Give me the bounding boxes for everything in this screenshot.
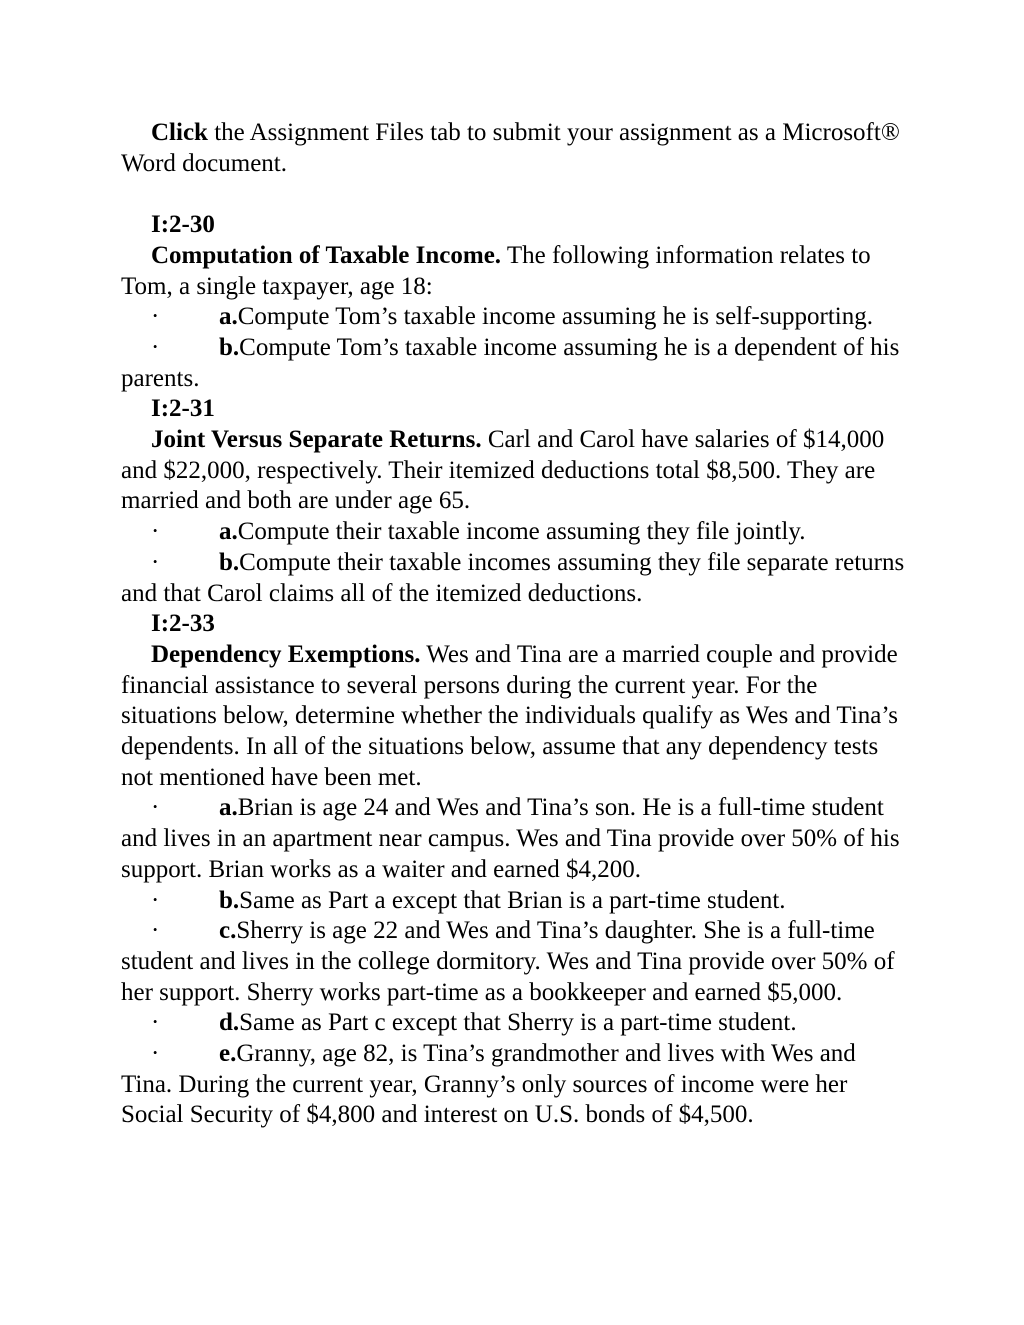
problem-text: Carl and Carol have salaries of $14,000 and $22,000, respectively. Their itemized deductions total $8,500. They are married and both are under age 65. — [121, 426, 885, 515]
item-text: Sherry is age 22 and Wes and Tina’s daughter. She is a full-time student and lives in the college dormitory. Wes and Tina provide over 50% of her support. Sherry works part-time as a bookkeeper and earned $5,000. — [121, 917, 895, 1006]
intro-text: the Assignment Files tab to submit your assignment as a Microsoft® Word document. — [121, 119, 900, 177]
list-item — [121, 793, 911, 885]
item-text: Compute their taxable income assuming they file jointly. — [237, 518, 806, 546]
item-letter: b. — [219, 886, 240, 914]
bullet-icon: · — [151, 886, 160, 914]
list-item — [121, 1008, 911, 1039]
bullet-icon: · — [151, 917, 160, 945]
item-letter: b. — [219, 548, 240, 576]
item-text: Granny, age 82, is Tina’s grandmother and lives with Wes and Tina. During the current year, Granny’s only sources of income were her Social Security of $4,800 and interest on U.S. bonds of $4,500. — [121, 1040, 856, 1129]
problem-text: The following information relates to Tom, a single taxpayer, age 18: — [121, 241, 871, 300]
item-text: Compute Tom’s taxable income assuming he is self-supporting. — [237, 303, 873, 331]
item-text: Compute their taxable incomes assuming they file separate returns and that Carol claims all of the itemized deductions. — [121, 548, 905, 607]
problem-statement — [121, 640, 911, 794]
document-page — [121, 118, 911, 1131]
list-item — [121, 333, 911, 394]
problem-number-text: I:2-30 — [151, 211, 215, 239]
bullet-icon: · — [151, 333, 160, 361]
list-item — [121, 1039, 911, 1131]
bullet-icon: · — [151, 1040, 160, 1068]
item-text: Brian is age 24 and Wes and Tina’s son. He is a full-time student and lives in an apartment near campus. Wes and Tina provide over 50% of his support. Brian works as a waiter and earned $4,200. — [121, 794, 900, 883]
problem-title: Computation of Taxable Income. — [151, 241, 502, 269]
problem-title: Joint Versus Separate Returns. — [151, 426, 482, 454]
list-item — [121, 302, 911, 333]
problem-statement — [121, 241, 911, 302]
problem-number — [121, 394, 911, 425]
problem-number — [121, 609, 911, 640]
item-text: Compute Tom’s taxable income assuming he is a dependent of his parents. — [121, 333, 900, 392]
item-letter: b. — [219, 333, 240, 361]
bullet-icon: · — [151, 303, 160, 331]
blank-line — [121, 179, 911, 210]
intro-click-word: Click — [151, 119, 208, 146]
intro-paragraph — [121, 118, 911, 179]
problem-statement — [121, 425, 911, 517]
item-letter: a. — [219, 518, 238, 546]
item-letter: a. — [219, 794, 238, 822]
list-item — [121, 517, 911, 548]
problem-text: Wes and Tina are a married couple and provide financial assistance to several persons during the current year. For the situations below, determine whether the individuals qualify as Wes and Tina’s dependents. In all of the situations below, assume that any dependency tests not mentioned have been met. — [121, 640, 899, 791]
item-letter: c. — [219, 917, 237, 945]
list-item — [121, 886, 911, 917]
bullet-icon: · — [151, 1009, 160, 1037]
list-item — [121, 916, 911, 1008]
item-text: Same as Part c except that Sherry is a part-time student. — [239, 1009, 797, 1037]
problem-title: Dependency Exemptions. — [151, 640, 421, 668]
item-letter: a. — [219, 303, 238, 331]
problem-number — [121, 210, 911, 241]
problem-number-text: I:2-33 — [151, 610, 215, 638]
bullet-icon: · — [151, 518, 160, 546]
bullet-icon: · — [151, 794, 160, 822]
bullet-icon: · — [151, 548, 160, 576]
item-text: Same as Part a except that Brian is a part-time student. — [239, 886, 786, 914]
problem-number-text: I:2-31 — [151, 395, 215, 423]
item-letter: d. — [219, 1009, 240, 1037]
item-letter: e. — [219, 1040, 237, 1068]
list-item — [121, 548, 911, 609]
